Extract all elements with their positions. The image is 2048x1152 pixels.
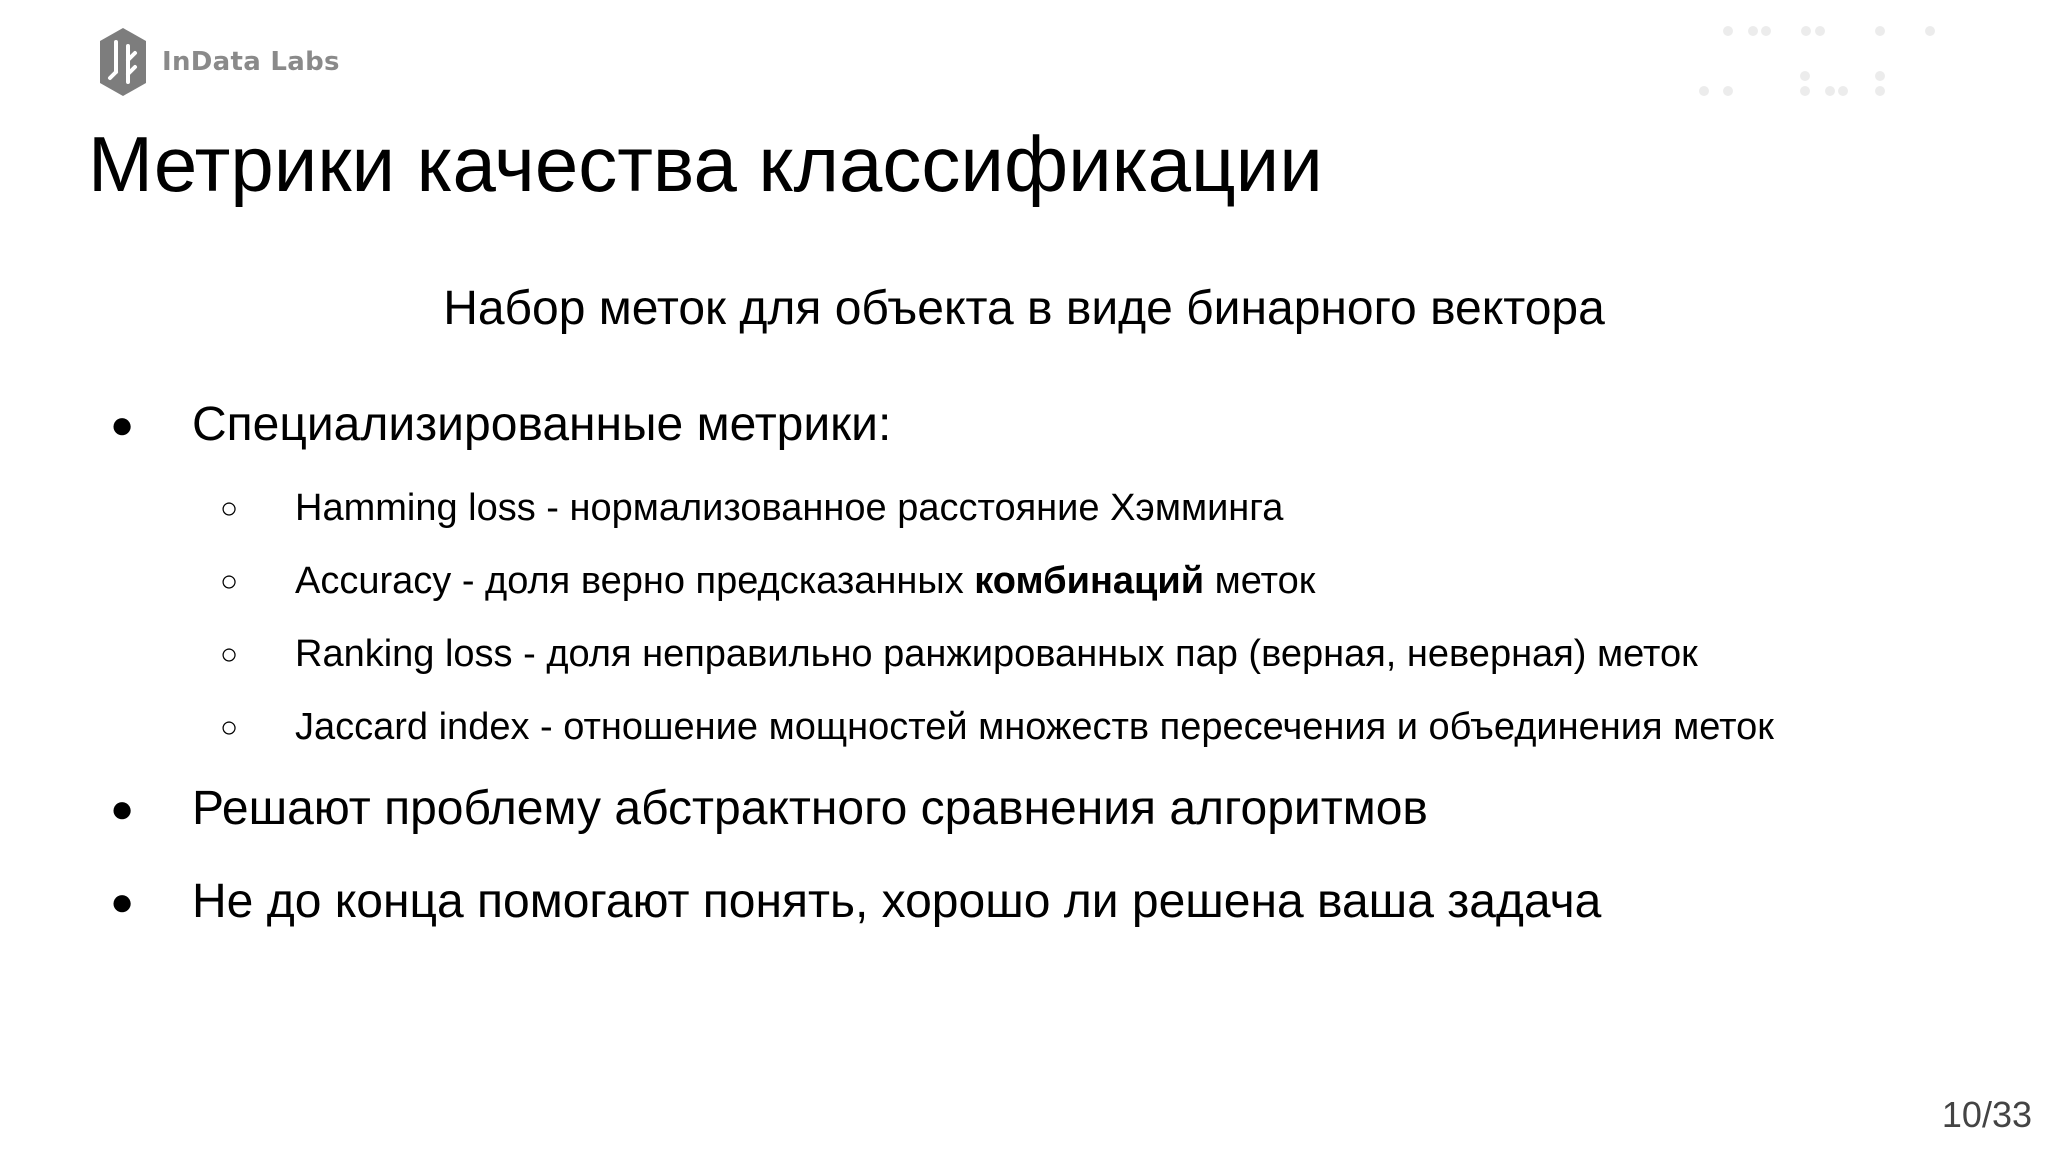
bullet-dot: ● — [110, 402, 135, 447]
logo-text: InData Labs — [162, 47, 340, 77]
slide-subtitle: Набор меток для объекта в виде бинарного вектора — [443, 282, 1605, 335]
bullet-dot: ● — [110, 786, 135, 831]
sub-bullet-item — [220, 632, 1698, 678]
sub-bullet-text — [295, 559, 1315, 605]
sub-bullet-circle: ○ — [220, 564, 239, 598]
sub-bullet-circle: ○ — [220, 637, 239, 671]
sub-bullet-text: Ranking loss - доля неправильно ранжированных пар (верная, неверная) меток — [295, 633, 1698, 675]
bullet-text: Специализированные метрики: — [192, 398, 892, 451]
sub-bullet-text-start: Accuracy - доля верно предсказанных — [295, 560, 975, 602]
bullet-item — [110, 780, 1428, 838]
sub-bullet-text-bold: комбинаций — [974, 560, 1205, 602]
brand-logo — [98, 26, 340, 98]
bullet-item — [110, 873, 1601, 931]
sub-bullet-circle: ○ — [220, 491, 239, 525]
sub-bullet-item — [220, 486, 1283, 532]
sub-bullet-text-end: меток — [1204, 560, 1316, 602]
decorative-dots-icon — [1690, 20, 1950, 100]
indata-logo-icon — [98, 26, 148, 98]
bullet-item — [110, 396, 891, 454]
page-number: 10/33 — [1941, 1094, 2032, 1135]
sub-bullet-text: Jaccard index - отношение мощностей множеств пересечения и объединения меток — [295, 706, 1774, 748]
sub-bullet-item — [220, 559, 1315, 605]
sub-bullet-item — [220, 705, 1774, 751]
bullet-dot: ● — [110, 879, 135, 924]
slide-title: Метрики качества классификации — [88, 120, 1323, 208]
bullet-text: Решают проблему абстрактного сравнения алгоритмов — [192, 782, 1428, 835]
sub-bullet-text: Hamming loss - нормализованное расстояние Хэмминга — [295, 487, 1284, 529]
sub-bullet-circle: ○ — [220, 710, 239, 744]
bullet-text: Не до конца помогают понять, хорошо ли решена ваша задача — [192, 875, 1602, 928]
